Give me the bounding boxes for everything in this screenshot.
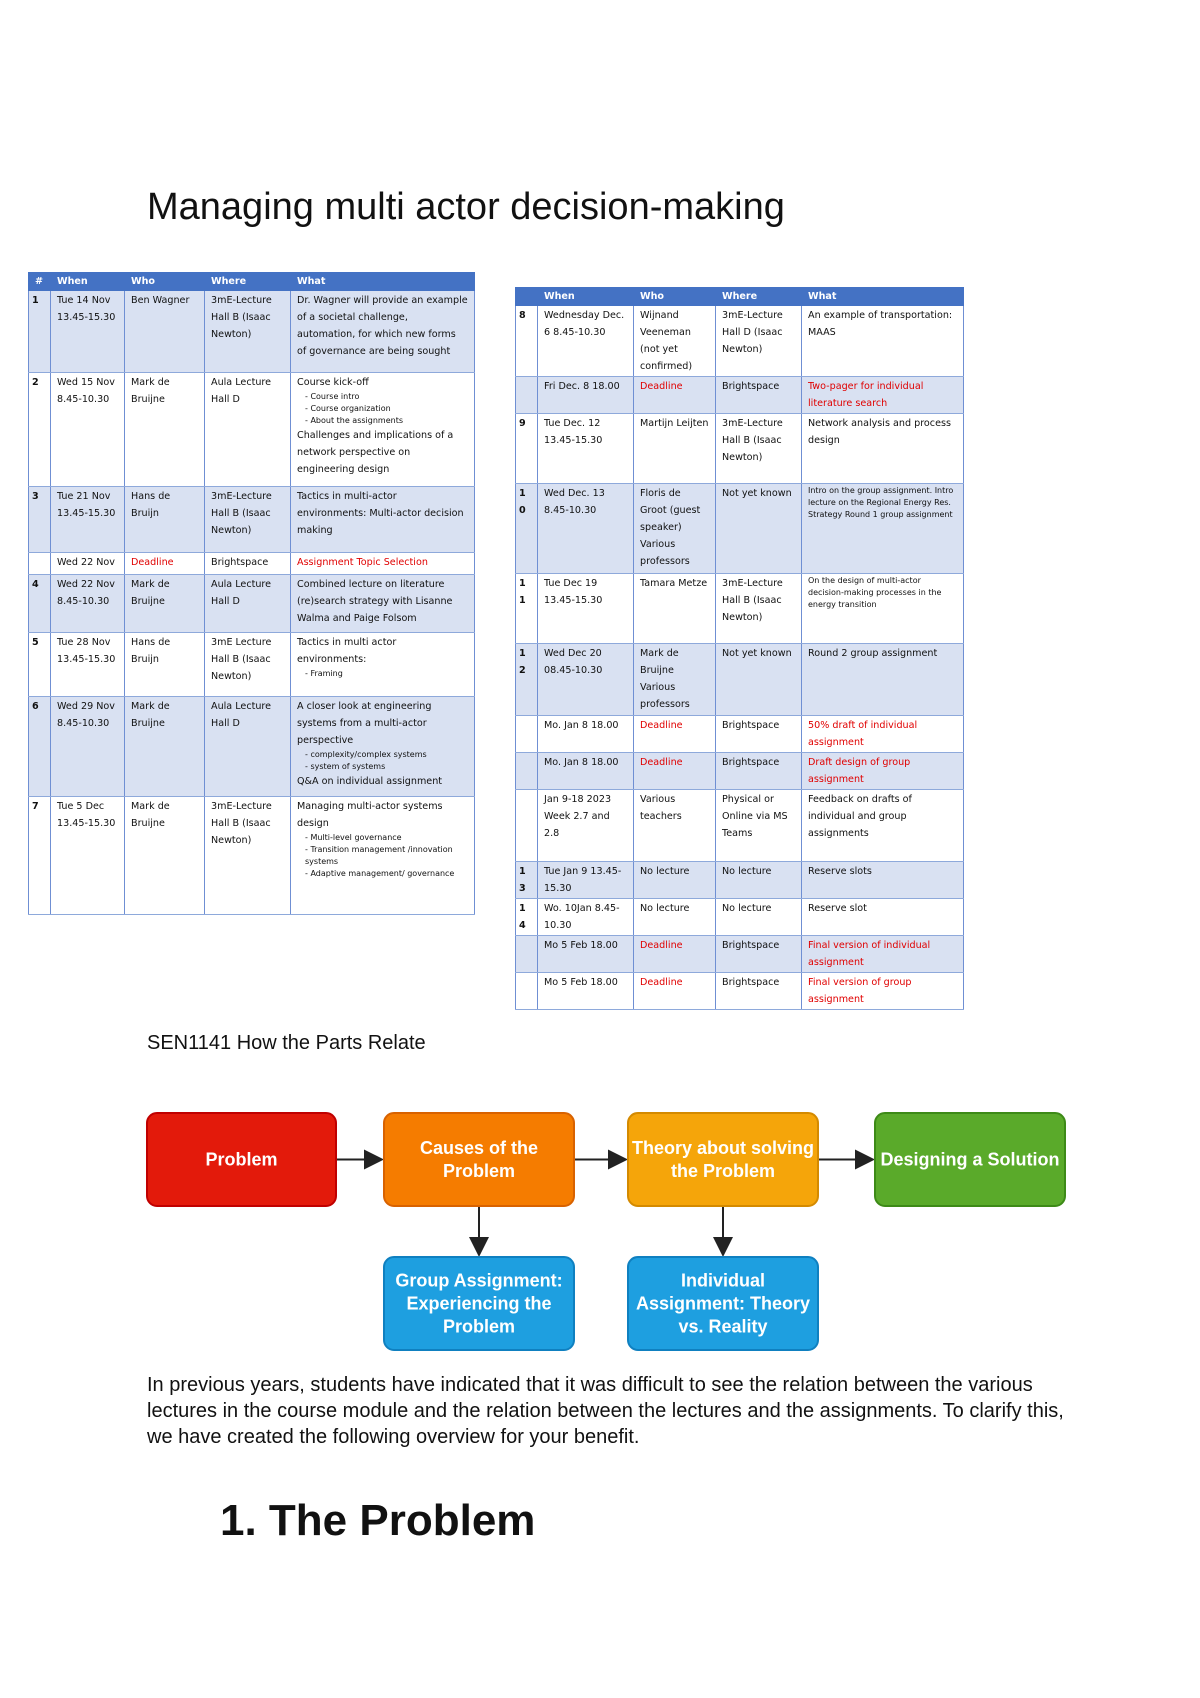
section-heading: 1. The Problem — [220, 1496, 536, 1545]
diagram-node-causes — [384, 1113, 574, 1206]
row-number: 5 — [29, 633, 51, 697]
cell-where: Physical or Online via MS Teams — [716, 790, 802, 862]
cell-where: No lecture — [716, 899, 802, 936]
node-label: Group Assignment: — [395, 1270, 563, 1291]
cell-who: Deadline — [634, 377, 716, 414]
cell-who: Mark de Bruijne — [125, 697, 205, 797]
what-subitem: - Transition management /innovation systems — [297, 844, 468, 868]
row-number: 2 — [29, 373, 51, 487]
node-label: Causes of the — [419, 1138, 539, 1158]
node-label: Problem — [205, 1149, 278, 1170]
column-header: What — [802, 288, 964, 306]
cell-what: Reserve slot — [802, 899, 964, 936]
what-text: Dr. Wagner will provide an example of a societal challenge, automation, for which new forms of governance are being sought — [297, 295, 468, 357]
row-number: 6 — [29, 697, 51, 797]
what-subitem: - Course intro — [297, 391, 468, 403]
cell-what: Intro on the group assignment. Intro lecture on the Regional Energy Res. Strategy Round 1 group assignment — [802, 484, 964, 574]
cell-what: On the design of multi-actor decision-making processes in the energy transition — [802, 574, 964, 644]
cell-who: Mark de Bruijne Various professors — [634, 644, 716, 716]
cell-where: 3mE-Lecture Hall B (Isaac Newton) — [205, 797, 291, 915]
cell-what: Two-pager for individual literature search — [802, 377, 964, 414]
node-box — [384, 1113, 574, 1206]
column-header: What — [291, 273, 475, 291]
row-number: 1 1 — [516, 574, 538, 644]
row-number: 9 — [516, 414, 538, 484]
row-number: 4 — [29, 575, 51, 633]
diagram-node-problem — [147, 1113, 336, 1206]
cell-when: Tue Dec 19 13.45-15.30 — [538, 574, 634, 644]
intro-paragraph: In previous years, students have indicated that it was difficult to see the relation between the various lectures in the course module and the relation between the lectures and the assignments. To clarify this, we have created the following overview for your benefit. — [147, 1374, 1064, 1448]
what-subitem: - system of systems — [297, 761, 468, 773]
cell-when: Jan 9-18 2023 Week 2.7 and 2.8 — [538, 790, 634, 862]
what-text-extra: Challenges and implications of a network perspective on engineering design — [297, 430, 454, 475]
what-subitem: - Course organization — [297, 403, 468, 415]
cell-when: Mo. Jan 8 18.00 — [538, 753, 634, 790]
cell-where: No lecture — [716, 862, 802, 899]
cell-when: Wed Dec 20 08.45-10.30 — [538, 644, 634, 716]
cell-who: Deadline — [634, 716, 716, 753]
diagram-node-solution — [875, 1113, 1065, 1206]
cell-when: Wednesday Dec. 6 8.45-10.30 — [538, 306, 634, 377]
row-number: 1 — [29, 291, 51, 373]
cell-when: Mo 5 Feb 18.00 — [538, 973, 634, 1010]
column-header: Where — [205, 273, 291, 291]
cell-who: Mark de Bruijne — [125, 797, 205, 915]
diagram-node-theory — [628, 1113, 818, 1206]
what-text: Tactics in multi actor environments: — [297, 637, 397, 665]
cell-what: Final version of group assignment — [802, 973, 964, 1010]
column-header: Where — [716, 288, 802, 306]
cell-where: Not yet known — [716, 644, 802, 716]
node-box — [628, 1113, 818, 1206]
cell-where: Brightspace — [205, 553, 291, 575]
row-number: 1 0 — [516, 484, 538, 574]
cell-where: Brightspace — [716, 716, 802, 753]
node-label: Problem — [442, 1161, 516, 1181]
column-header: When — [51, 273, 125, 291]
column-header: When — [538, 288, 634, 306]
what-text: Managing multi-actor systems design — [297, 801, 443, 829]
cell-what: Draft design of group assignment — [802, 753, 964, 790]
cell-what: Network analysis and process design — [802, 414, 964, 484]
cell-what: 50% draft of individual assignment — [802, 716, 964, 753]
cell-when: Wo. 10Jan 8.45-10.30 — [538, 899, 634, 936]
cell-who: Mark de Bruijne — [125, 575, 205, 633]
cell-what: Final version of individual assignment — [802, 936, 964, 973]
cell-where: 3mE-Lecture Hall B (Isaac Newton) — [205, 487, 291, 553]
cell-where: 3mE-Lecture Hall B (Isaac Newton) — [205, 291, 291, 373]
cell-what: Reserve slots — [802, 862, 964, 899]
row-number: 1 4 — [516, 899, 538, 936]
node-label: vs. Reality — [678, 1316, 768, 1337]
cell-who: Deadline — [125, 553, 205, 575]
cell-what: An example of transportation: MAAS — [802, 306, 964, 377]
diagram-node-group — [384, 1257, 574, 1350]
cell-who: Martijn Leijten — [634, 414, 716, 484]
what-text: Assignment Topic Selection — [297, 557, 428, 568]
cell-when: Tue Jan 9 13.45-15.30 — [538, 862, 634, 899]
page-title: Managing multi actor decision-making — [147, 186, 785, 228]
node-label: Individual — [680, 1270, 766, 1291]
cell-when: Tue 14 Nov 13.45-15.30 — [51, 291, 125, 373]
column-header: # — [29, 273, 51, 291]
cell-who: Mark de Bruijne — [125, 373, 205, 487]
cell-where: Brightspace — [716, 377, 802, 414]
what-text: A closer look at engineering systems from a multi-actor perspective — [297, 701, 432, 746]
cell-when: Wed 22 Nov — [51, 553, 125, 575]
cell-who: Hans de Bruijn — [125, 633, 205, 697]
cell-when: Tue 21 Nov 13.45-15.30 — [51, 487, 125, 553]
cell-who: Tamara Metze — [634, 574, 716, 644]
what-text: Course kick-off — [297, 377, 369, 388]
cell-what: Feedback on drafts of individual and group assignments — [802, 790, 964, 862]
cell-where: Aula Lecture Hall D — [205, 575, 291, 633]
what-subitem: - Adaptive management/ governance — [297, 868, 468, 880]
cell-when: Wed 29 Nov 8.45-10.30 — [51, 697, 125, 797]
cell-who: Hans de Bruijn — [125, 487, 205, 553]
cell-when: Mo. Jan 8 18.00 — [538, 716, 634, 753]
cell-who: Deadline — [634, 753, 716, 790]
cell-who: Deadline — [634, 936, 716, 973]
cell-where: Brightspace — [716, 753, 802, 790]
row-number: 1 2 — [516, 644, 538, 716]
cell-when: Tue 5 Dec 13.45-15.30 — [51, 797, 125, 915]
row-number: 7 — [29, 797, 51, 915]
what-subitem: - About the assignments — [297, 415, 468, 427]
cell-when: Tue Dec. 12 13.45-15.30 — [538, 414, 634, 484]
cell-where: Not yet known — [716, 484, 802, 574]
cell-who: Various teachers — [634, 790, 716, 862]
column-header: Who — [125, 273, 205, 291]
node-label: Problem — [442, 1316, 516, 1337]
node-label: Designing a Solution — [880, 1149, 1060, 1170]
cell-when: Wed Dec. 13 8.45-10.30 — [538, 484, 634, 574]
cell-where: 3mE Lecture Hall B (Isaac Newton) — [205, 633, 291, 697]
diagram-node-individual — [628, 1257, 818, 1350]
cell-who: Ben Wagner — [125, 291, 205, 373]
what-subitem: - Multi-level governance — [297, 832, 468, 844]
cell-where: 3mE-Lecture Hall D (Isaac Newton) — [716, 306, 802, 377]
diagram-subtitle: SEN1141 How the Parts Relate — [147, 1032, 426, 1054]
cell-who: Deadline — [634, 973, 716, 1010]
cell-where: Brightspace — [716, 973, 802, 1010]
cell-what: Round 2 group assignment — [802, 644, 964, 716]
row-number: 1 3 — [516, 862, 538, 899]
node-label: Experiencing the — [406, 1293, 552, 1314]
cell-who: Wijnand Veeneman (not yet confirmed) — [634, 306, 716, 377]
node-label: Assignment: Theory — [635, 1293, 811, 1314]
cell-when: Tue 28 Nov 13.45-15.30 — [51, 633, 125, 697]
column-header: Who — [634, 288, 716, 306]
cell-who: No lecture — [634, 862, 716, 899]
what-subitem: - complexity/complex systems — [297, 749, 468, 761]
cell-when: Wed 22 Nov 8.45-10.30 — [51, 575, 125, 633]
what-text: Tactics in multi-actor environments: Multi-actor decision making — [297, 491, 464, 536]
what-text: Combined lecture on literature (re)search strategy with Lisanne Walma and Paige Folsom — [297, 579, 453, 624]
row-number: 8 — [516, 306, 538, 377]
cell-when: Wed 15 Nov 8.45-10.30 — [51, 373, 125, 487]
cell-who: Floris de Groot (guest speaker) Various professors — [634, 484, 716, 574]
cell-when: Mo 5 Feb 18.00 — [538, 936, 634, 973]
cell-when: Fri Dec. 8 18.00 — [538, 377, 634, 414]
row-number: 3 — [29, 487, 51, 553]
cell-where: Aula Lecture Hall D — [205, 373, 291, 487]
cell-where: 3mE-Lecture Hall B (Isaac Newton) — [716, 574, 802, 644]
node-label: the Problem — [670, 1161, 776, 1181]
cell-where: 3mE-Lecture Hall B (Isaac Newton) — [716, 414, 802, 484]
cell-who: No lecture — [634, 899, 716, 936]
cell-where: Brightspace — [716, 936, 802, 973]
what-text-extra: Q&A on individual assignment — [297, 776, 443, 787]
cell-where: Aula Lecture Hall D — [205, 697, 291, 797]
node-label: Theory about solving — [631, 1138, 815, 1158]
what-subitem: - Framing — [297, 668, 468, 680]
